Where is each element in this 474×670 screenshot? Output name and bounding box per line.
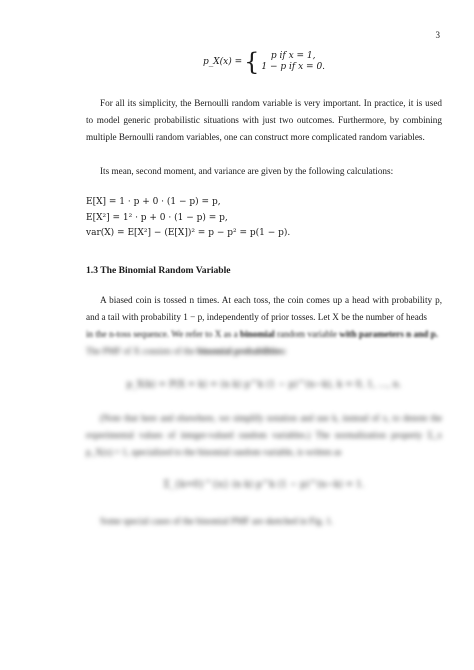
- equation-second-moment: E[X²] = 1² · p + 0 · (1 − p) = p,: [86, 212, 228, 223]
- paragraph-binomial-text: A biased coin is tossed n times. At each toss, the coin comes up a head with probability p, and a tail with probability 1 − p, independently of prior tosses. Let X be the number of heads: [86, 295, 442, 322]
- cases-brace: {: [244, 48, 260, 76]
- bernoulli-pmf: [86, 50, 442, 74]
- section-heading: 1.3 The Binomial Random Variable: [86, 265, 231, 276]
- paragraph-bernoulli-importance: For all its simplicity, the Bernoulli random variable is very important. In practice, it is used to model generic probabilistic situations with just two outcomes. Furthermore, by combining multiple Bernoulli random variables, one can construct more complicated random variables.: [86, 98, 442, 142]
- paragraph-binomial-last-line: [86, 326, 442, 343]
- page-number: 3: [435, 30, 440, 40]
- paragraph-normalization: (Note that here and elsewhere, we simplify notation and use k, instead of x, to denote the experimental values of integer-valued random variables.) The normalization property Σ_x p_X(x) = 1, specialized to the binomial random variable, is written as: [86, 413, 442, 457]
- normalization-equation: Σ_{k=0}^{n} (n k) p^k (1 − p)^(n−k) = 1.: [163, 480, 365, 490]
- keyword-binomial: binomial: [239, 329, 275, 339]
- keyword-binomial-probabilities: binomial probabilities:: [197, 346, 287, 356]
- paragraph-pmf-intro: [86, 343, 442, 360]
- paragraph-moments-intro: Its mean, second moment, and variance are given by the following calculations:: [100, 166, 394, 176]
- paragraph-special-cases: Some special cases of the binomial PMF are sketched in Fig. 1.: [100, 516, 333, 526]
- paragraph-binomial-definition: [86, 292, 442, 326]
- equation-variance: var(X) = E[X²] − (E[X])² = p − p² = p(1 − p).: [86, 228, 291, 238]
- text-segment: random variable: [276, 329, 337, 339]
- equation-mean: E[X] = 1 · p + 0 · (1 − p) = p,: [86, 197, 221, 207]
- keyword-parameters: with parameters n and p.: [339, 329, 438, 339]
- binomial-pmf-equation: p_X(k) = P(X = k) = (n k) p^k (1 − p)^(n−k), k = 0, 1, ..., n.: [126, 380, 402, 390]
- pmf-case-2: 1 − p if x = 0.: [261, 62, 326, 72]
- pmf-case-1: p if x = 1,: [270, 51, 316, 61]
- text-segment: The PMF of X consists of the: [86, 346, 195, 356]
- text-segment: in the n-toss sequence. We refer to X as a: [86, 329, 238, 339]
- pmf-lhs: p_X(x) =: [202, 56, 243, 67]
- moment-equations: [86, 195, 442, 242]
